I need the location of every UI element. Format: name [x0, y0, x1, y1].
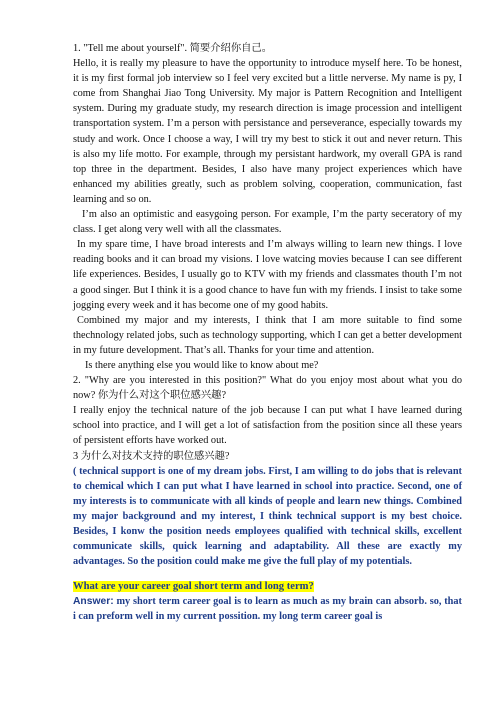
answer-4-text: my short term career goal is to learn as much as my brain can absorb. so, that i can preform well in my current possition. my long term career goal is [73, 596, 462, 623]
answer-1-paragraph-conclusion: Combined my major and my interests, I think that I am more suitable to find some thechnology related jobs, such as technology supporting, which I can get a better development in my future development. That’s all. Thanks for your time and attention. [73, 314, 462, 356]
question-4-line [73, 579, 462, 594]
answer-2-paragraph: I really enjoy the technical nature of the job because I can put what I have learned during school into practice, and I will get a lot of satisfaction from the position since all these years of persistent efforts have worked out. [73, 405, 462, 447]
question-2-title: 2. "Why are you interested in this position?" What do you enjoy most about what you do now? 你为什么对这个职位感兴趣? [73, 375, 462, 402]
answer-3-paragraph: ( technical support is one of my dream jobs. First, I am willing to do jobs that is relevant to chemical which I can put what I have learned in school into practice. Second, one of my interests is to communicate with all kinds of people and learn new things. Combined my major background and my interest, I think technical support is my best choice. Besides, I konw the position needs employees qualified with technical skills, excellent communicate skills, quick learning and adaptability. All these are exactly my advantages. So the position could make me give the full play of my potentials. [73, 465, 462, 568]
answer-1-paragraph-interests: In my spare time, I have broad interests and I’m always willing to learn new things. I love reading books and it can broad my visions. I love watcing movies because I can see different life experiences. Besides, I usually go to KTV with my friends and classmates thouth I’m not a good singer. But I think it is a good chance to have fun with my friends. I insist to take some jogging every week and it has become one of my good habits. [73, 239, 462, 311]
answer-4-paragraph [73, 594, 462, 624]
answer-1-paragraph-personality: I’m also an optimistic and easygoing person. For example, I’m the party seceratory of my class. I get along very well with all the classmates. [73, 209, 462, 236]
question-4-title: What are your career goal short term and long term? [73, 581, 314, 593]
answer-1-paragraph-intro: Hello, it is really my pleasure to have the opportunity to introduce myself here. To be honest, it is my first formal job interview so I feel very excited but a little nerverse. My name is py, I come from Shanghai Jiao Tong University. My major is Pattern Recognition and Intelligent system. During my graduate study, my research direction is image procession and intelligent transportation system. I’m a person with persistance and perseverance, especially towards my study and work. Once I choose a way, I will try my best to stick it out and never return. This is also my life motto. For example, through my persistant hardwork, my overall GPA is rand top three in the department. Besides, I also have many project experiences which have enhanced my abilities greatly, such as problem solving, cooperation, communication, fast learning and so on. [73, 58, 462, 205]
question-3-title: 3 为什么对技术支持的职位感兴趣? [73, 450, 230, 462]
question-1-title: 1. "Tell me about yourself". 简要介绍你自己。 [73, 43, 273, 54]
answer-label: Answer: [73, 596, 114, 608]
answer-1-closing-question: Is there anything else you would like to know about me? [85, 359, 319, 371]
section-gap [73, 569, 462, 579]
